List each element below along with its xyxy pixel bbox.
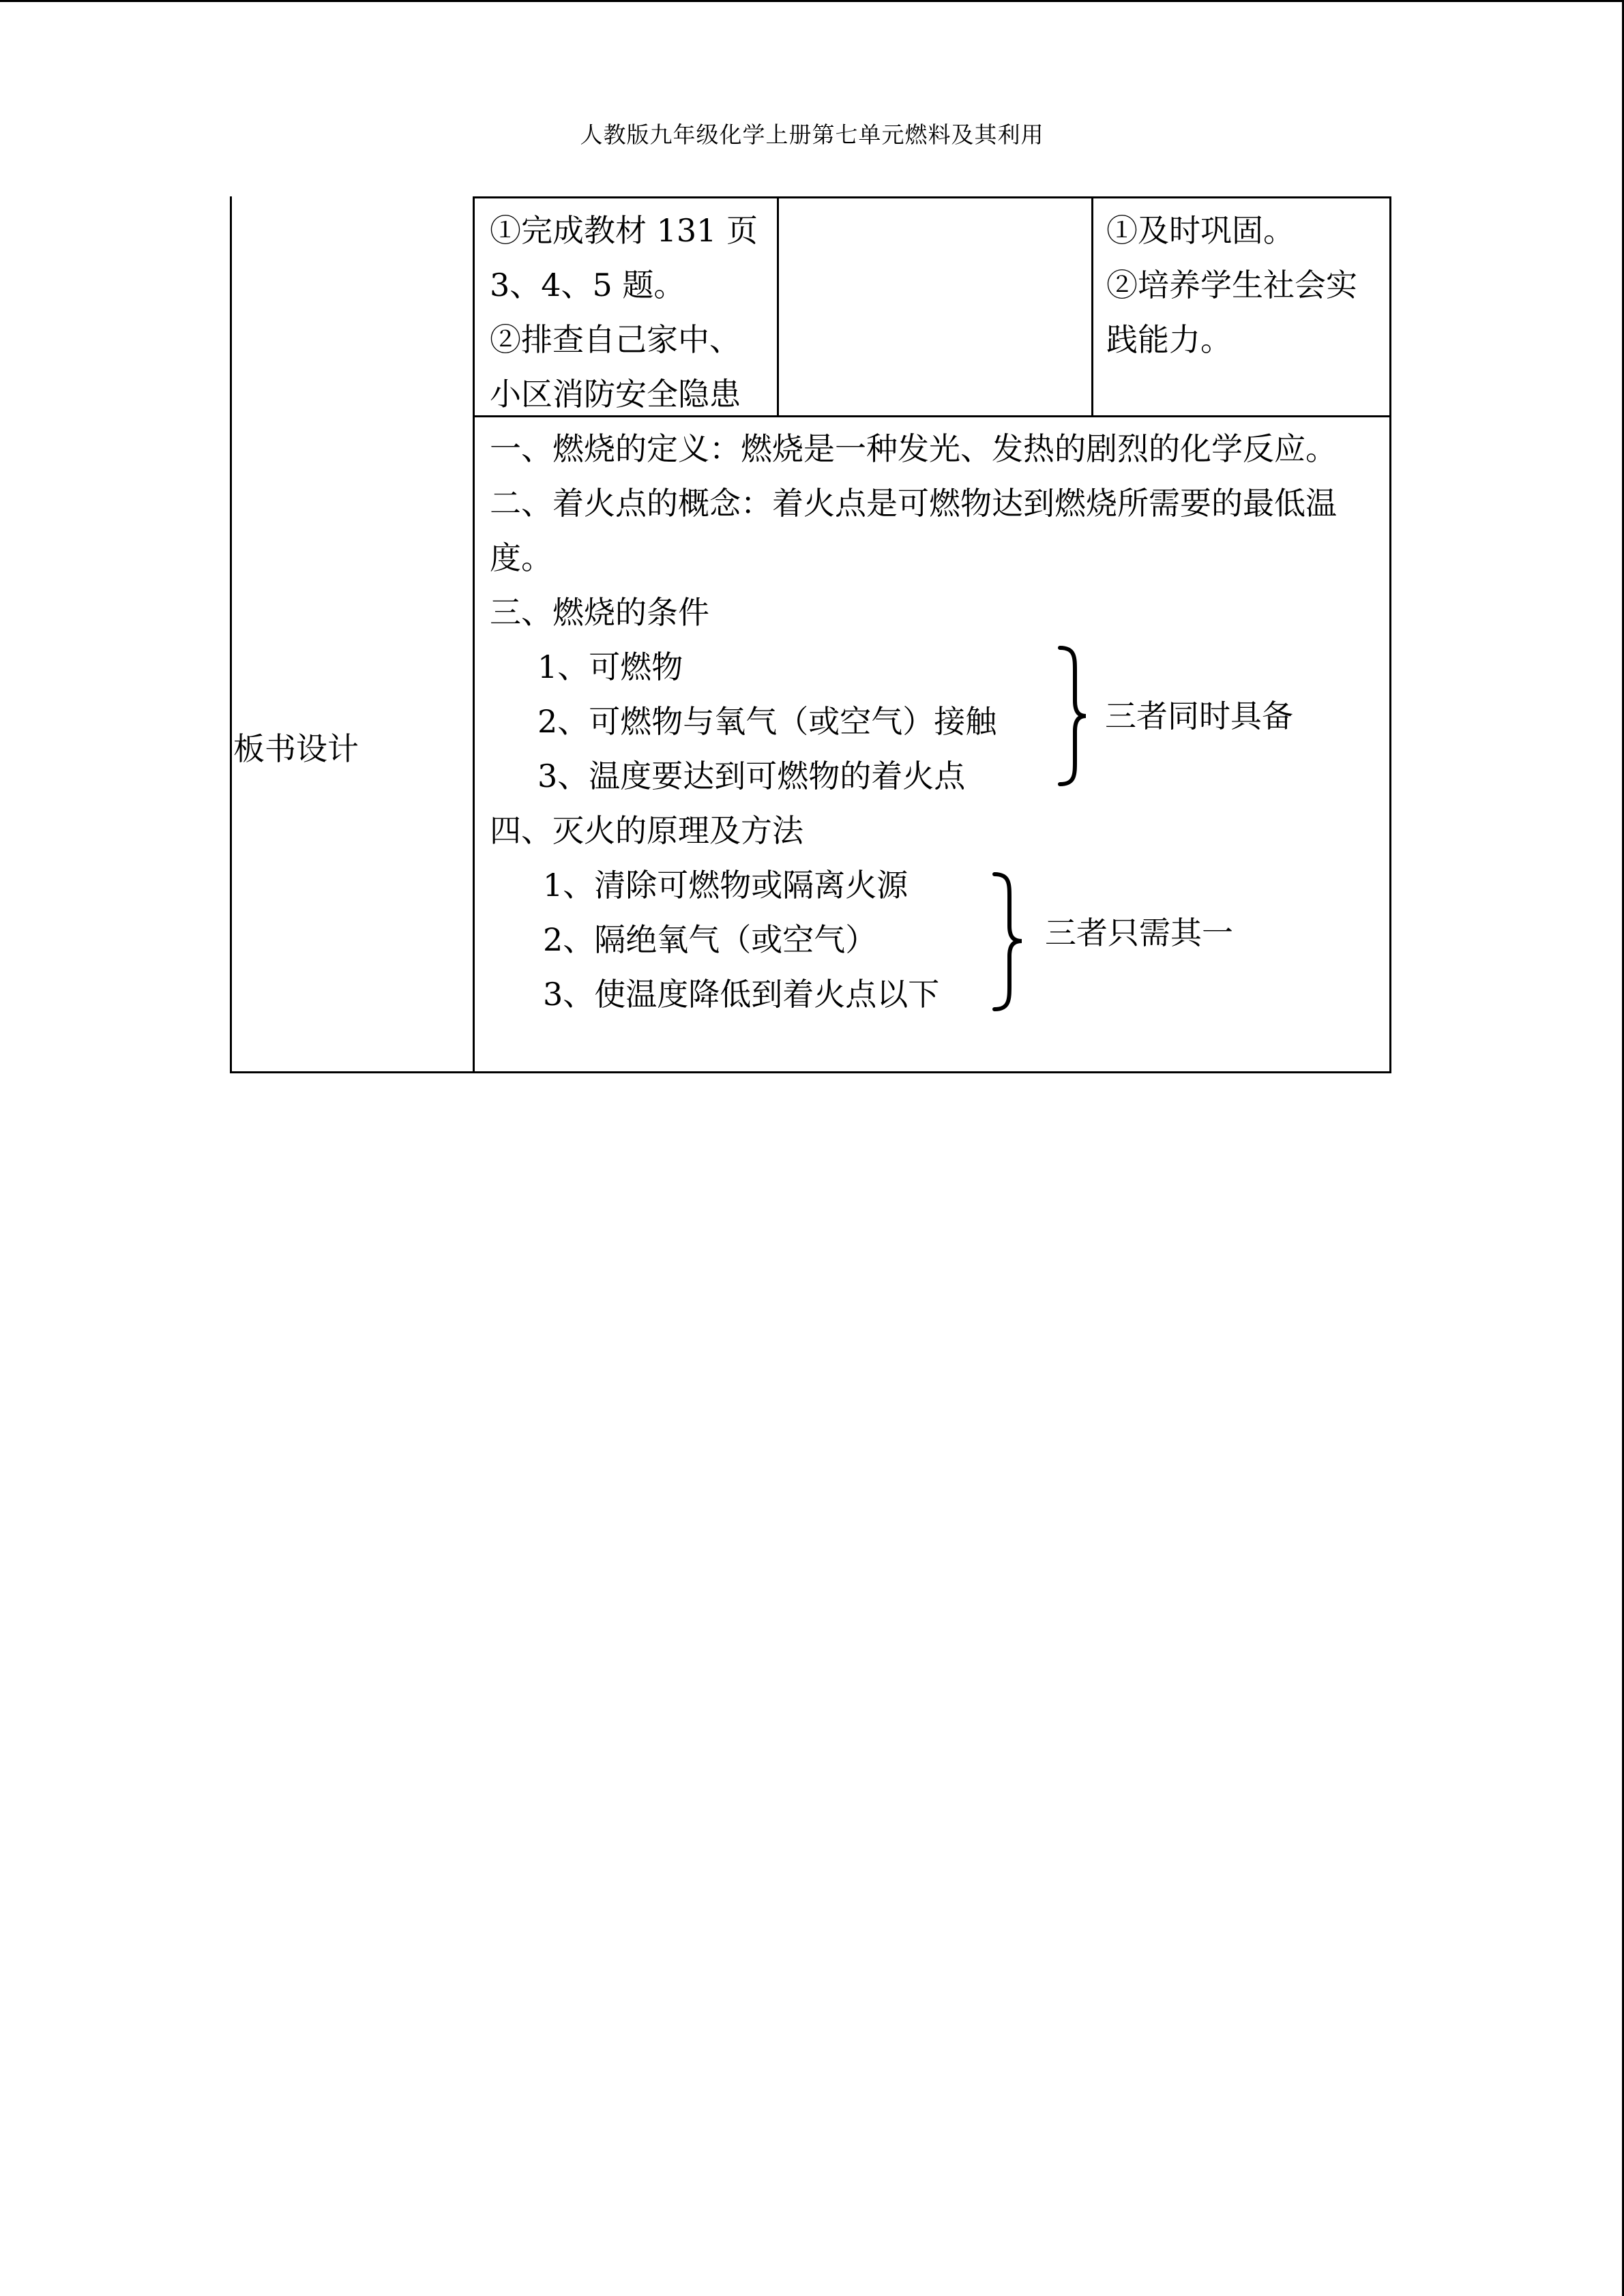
table-row-top xyxy=(473,196,1391,198)
ignition-point-concept: 二、着火点的概念：着火点是可燃物达到燃烧所需要的最低温 xyxy=(490,485,1337,522)
board-design-label: 板书设计 xyxy=(233,730,359,767)
table-column-divider xyxy=(473,196,475,1073)
homework-line: 小区消防安全隐患 xyxy=(490,376,741,413)
conditions-note: 三者同时具备 xyxy=(1105,698,1293,734)
extinguish-item: 3、使温度降低到着火点以下 xyxy=(543,976,940,1013)
extinguish-item: 2、隔绝氧气（或空气） xyxy=(543,921,877,958)
extinguish-item: 1、清除可燃物或隔离火源 xyxy=(543,867,909,904)
ignition-point-concept-cont: 度。 xyxy=(490,539,552,576)
condition-item: 2、可燃物与氧气（或空气）接触 xyxy=(537,703,997,740)
homework-line: 3、4、5 题。 xyxy=(490,267,685,303)
intent-line: 践能力。 xyxy=(1106,321,1232,358)
table-bottom-border xyxy=(230,1071,1391,1073)
condition-item: 1、可燃物 xyxy=(537,648,683,685)
extinguish-title: 四、灭火的原理及方法 xyxy=(490,812,803,849)
table-column-divider xyxy=(1091,196,1093,417)
combustion-definition: 一、燃烧的定义：燃烧是一种发光、发热的剧烈的化学反应。 xyxy=(490,430,1337,467)
page-top-border xyxy=(0,0,1624,2)
page-header: 人教版九年级化学上册第七单元燃料及其利用 xyxy=(580,121,1044,148)
table-column-divider xyxy=(777,196,779,417)
right-brace-icon xyxy=(990,870,1026,1013)
table-left-border xyxy=(230,196,232,1073)
homework-line: ①完成教材 131 页 xyxy=(490,212,758,249)
intent-line: ②培养学生社会实 xyxy=(1106,267,1357,303)
homework-line: ②排查自己家中、 xyxy=(490,321,741,358)
extinguish-note: 三者只需其一 xyxy=(1045,914,1233,951)
combustion-conditions-title: 三、燃烧的条件 xyxy=(490,594,709,631)
table-right-border xyxy=(1389,196,1391,1073)
intent-line: ①及时巩固。 xyxy=(1106,212,1295,249)
right-brace-icon xyxy=(1056,644,1090,788)
condition-item: 3、温度要达到可燃物的着火点 xyxy=(537,758,966,794)
